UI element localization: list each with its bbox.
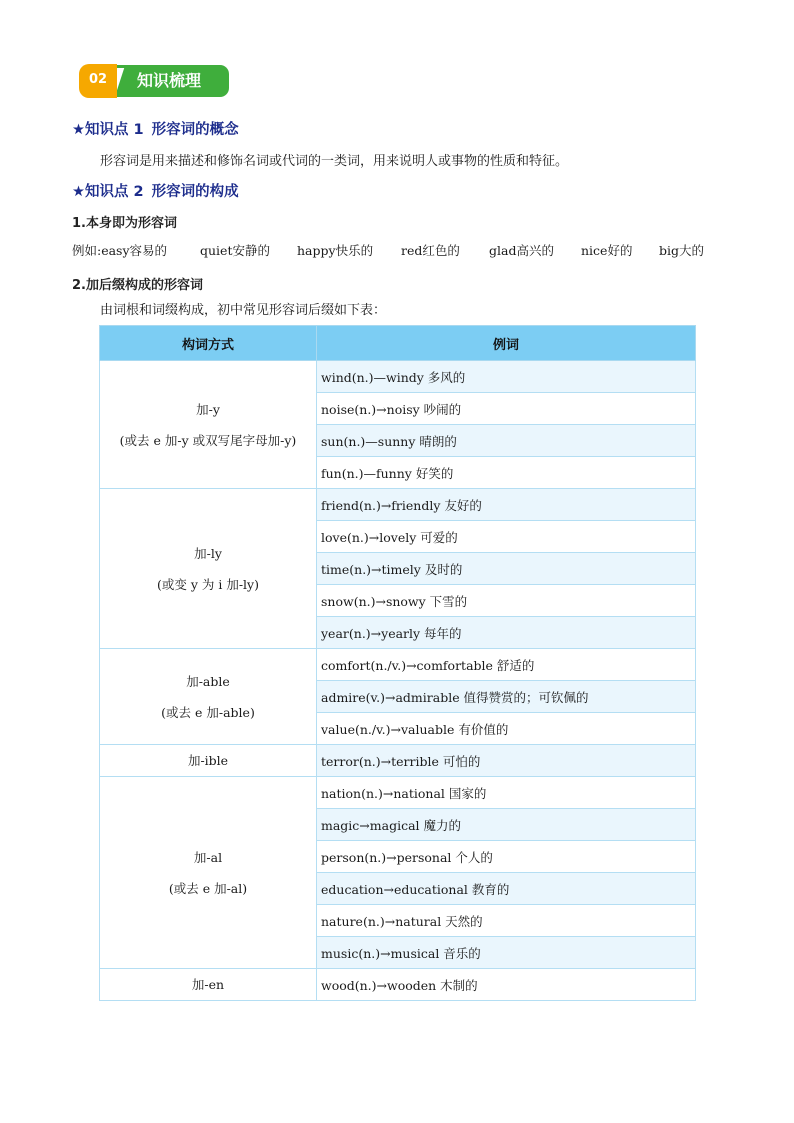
method-cell-ly <box>100 489 317 649</box>
example-word: 例如:easy容易的 <box>72 243 168 258</box>
method-cell-en <box>100 969 317 1001</box>
table-row <box>100 649 696 681</box>
example-cell: terror(n.)→terrible 可怕的 <box>317 745 696 777</box>
star-icon: ★ <box>72 184 85 200</box>
example-cell: education→educational 教育的 <box>317 873 696 905</box>
section-header-tag <box>79 64 229 98</box>
example-cell: nature(n.)→natural 天然的 <box>317 905 696 937</box>
method-note: (或去 e 加-able) <box>161 704 255 720</box>
example-cell: admire(v.)→admirable 值得赞赏的；可钦佩的 <box>317 681 696 713</box>
example-word: quiet安静的 <box>200 243 270 258</box>
method-name: 加-al <box>193 849 223 865</box>
example-cell: friend(n.)→friendly 友好的 <box>317 489 696 521</box>
method-cell-al <box>100 777 317 969</box>
point-1-definition: 形容词是用来描述和修饰名词或代词的一类词，用来说明人或事物的性质和特征。 <box>100 154 569 169</box>
table-header-row <box>100 326 696 361</box>
example-cell: love(n.)→lovely 可爱的 <box>317 521 696 553</box>
example-cell: time(n.)→timely 及时的 <box>317 553 696 585</box>
method-note: (或变 y 为 i 加-ly) <box>157 576 259 592</box>
method-name: 加-en <box>191 977 225 992</box>
table-row <box>100 745 696 777</box>
point-title: 形容词的概念 <box>151 122 239 138</box>
method-cell-ible <box>100 745 317 777</box>
example-cell: year(n.)→yearly 每年的 <box>317 617 696 649</box>
example-word: nice好的 <box>581 243 633 258</box>
suffix-table <box>99 325 696 1001</box>
example-cell: sun(n.)—sunny 晴朗的 <box>317 425 696 457</box>
example-cell: snow(n.)→snowy 下雪的 <box>317 585 696 617</box>
table-row <box>100 777 696 809</box>
example-cell: person(n.)→personal 个人的 <box>317 841 696 873</box>
column-header-method: 构词方式 <box>100 326 317 361</box>
example-word: happy快乐的 <box>297 243 374 258</box>
example-word: big大的 <box>659 243 705 258</box>
subheading-inherent-adjectives: 1.本身即为形容词 <box>72 216 177 231</box>
example-cell: fun(n.)—funny 好笑的 <box>317 457 696 489</box>
method-name: 加-able <box>186 673 230 689</box>
example-word: glad高兴的 <box>489 243 554 258</box>
table-row <box>100 361 696 393</box>
knowledge-point-2-heading <box>72 180 239 201</box>
method-cell-y <box>100 361 317 489</box>
table-row <box>100 969 696 1001</box>
knowledge-point-1-heading <box>72 118 239 139</box>
table-row <box>100 489 696 521</box>
section-number: 02 <box>79 64 117 98</box>
example-cell: noise(n.)→noisy 吵闹的 <box>317 393 696 425</box>
example-cell: comfort(n./v.)→comfortable 舒适的 <box>317 649 696 681</box>
method-name: 加-y <box>196 401 220 417</box>
suffix-table-intro: 由词根和词缀构成，初中常见形容词后缀如下表： <box>100 303 387 318</box>
example-cell: wood(n.)→wooden 木制的 <box>317 969 696 1001</box>
method-name: 加-ly <box>194 545 222 561</box>
example-words-row <box>72 241 712 263</box>
method-name: 加-ible <box>187 753 229 768</box>
star-icon: ★ <box>72 122 85 138</box>
method-cell-able <box>100 649 317 745</box>
column-header-examples: 例词 <box>317 326 696 361</box>
point-title: 形容词的构成 <box>151 184 239 200</box>
subheading-suffix-adjectives: 2.加后缀构成的形容词 <box>72 278 203 293</box>
example-cell: magic→magical 魔力的 <box>317 809 696 841</box>
example-cell: wind(n.)—windy 多风的 <box>317 361 696 393</box>
example-cell: music(n.)→musical 音乐的 <box>317 937 696 969</box>
method-note: (或去 e 加-al) <box>168 880 248 896</box>
example-cell: value(n./v.)→valuable 有价值的 <box>317 713 696 745</box>
point-label: 知识点 2 <box>85 184 144 200</box>
example-cell: nation(n.)→national 国家的 <box>317 777 696 809</box>
point-label: 知识点 1 <box>85 122 144 138</box>
example-word: red红色的 <box>401 243 460 258</box>
method-note: (或去 e 加-y 或双写尾字母加-y) <box>119 432 297 448</box>
section-title: 知识梳理 <box>105 65 229 97</box>
